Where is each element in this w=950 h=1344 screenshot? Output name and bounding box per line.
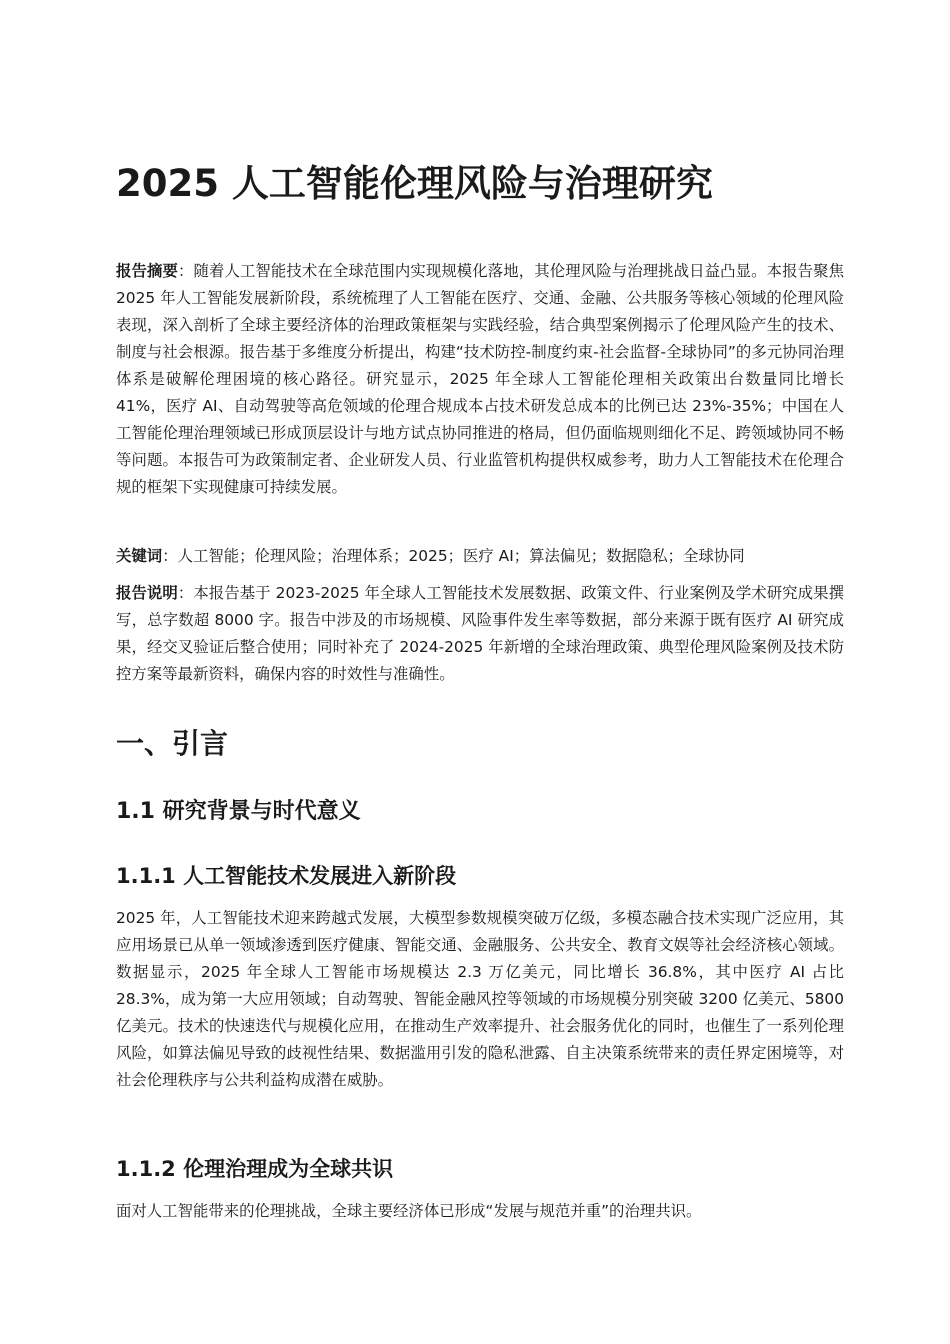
note-text: 本报告基于 2023-2025 年全球人工智能技术发展数据、政策文件、行业案例及学术研究成果撰写，总字数超 8000 字。报告中涉及的市场规模、风险事件发生率等数据，部分来源于既有医疗 AI 研究成果，经交叉验证后整合使用；同时补充了 2024-2025 年新增的全球治理政策、典型伦理风险案例及技术防控方案等最新资料，确保内容的时效性与准确性。: [116, 584, 844, 683]
abstract-label: 报告摘要: [116, 262, 178, 280]
keywords-label: 关键词: [116, 547, 163, 565]
keywords-separator: ：: [162, 547, 178, 565]
note-paragraph: [116, 580, 844, 688]
abstract-paragraph: [116, 258, 844, 501]
note-label: 报告说明: [116, 584, 178, 602]
keywords-paragraph: [116, 543, 844, 570]
abstract-separator: ：: [177, 262, 194, 280]
section-heading-introduction: 一、引言: [116, 727, 229, 760]
subsection-heading-1-1-1: 1.1.1 人工智能技术发展进入新阶段: [116, 864, 457, 888]
abstract-text: 随着人工智能技术在全球范围内实现规模化落地，其伦理风险与治理挑战日益凸显。本报告聚焦 2025 年人工智能发展新阶段，系统梳理了人工智能在医疗、交通、金融、公共服务等核心领域的伦理风险表现，深入剖析了全球主要经济体的治理政策框架与实践经验，结合典型案例揭示了伦理风险产生的技术、制度与社会根源。报告基于多维度分析提出，构建“技术防控-制度约束-社会监督-全球协同”的多元协同治理体系是破解伦理困境的核心路径。研究显示，2025 年全球人工智能伦理相关政策出台数量同比增长 41%，医疗 AI、自动驾驶等高危领域的伦理合规成本占技术研发总成本的比例已达 23%-35%；中国在人工智能伦理治理领域已形成顶层设计与地方试点协同推进的格局，但仍面临规则细化不足、跨领域协同不畅等问题。本报告可为政策制定者、企业研发人员、行业监管机构提供权威参考，助力人工智能技术在伦理合规的框架下实现健康可持续发展。: [116, 262, 844, 496]
subsection-heading-1-1-2: 1.1.2 伦理治理成为全球共识: [116, 1157, 394, 1181]
keywords-text: 人工智能；伦理风险；治理体系；2025；医疗 AI；算法偏见；数据隐私；全球协同: [177, 547, 745, 565]
document-title: 2025 人工智能伦理风险与治理研究: [116, 162, 713, 205]
subsection-heading-1-1: 1.1 研究背景与时代意义: [116, 799, 361, 824]
body-paragraph-1-1-2: 面对人工智能带来的伦理挑战，全球主要经济体已形成“发展与规范并重”的治理共识。: [116, 1202, 702, 1220]
note-separator: ：: [177, 584, 194, 602]
body-paragraph-1-1-1: 2025 年，人工智能技术迎来跨越式发展，大模型参数规模突破万亿级，多模态融合技术实现广泛应用，其应用场景已从单一领域渗透到医疗健康、智能交通、金融服务、公共安全、教育文娱等社会经济核心领域。数据显示，2025 年全球人工智能市场规模达 2.3 万亿美元，同比增长 36.8%，其中医疗 AI 占比 28.3%，成为第一大应用领域；自动驾驶、智能金融风控等领域的市场规模分别突破 3200 亿美元、5800 亿美元。技术的快速迭代与规模化应用，在推动生产效率提升、社会服务优化的同时，也催生了一系列伦理风险，如算法偏见导致的歧视性结果、数据滥用引发的隐私泄露、自主决策系统带来的责任界定困境等，对社会伦理秩序与公共利益构成潜在威胁。: [116, 909, 844, 1089]
